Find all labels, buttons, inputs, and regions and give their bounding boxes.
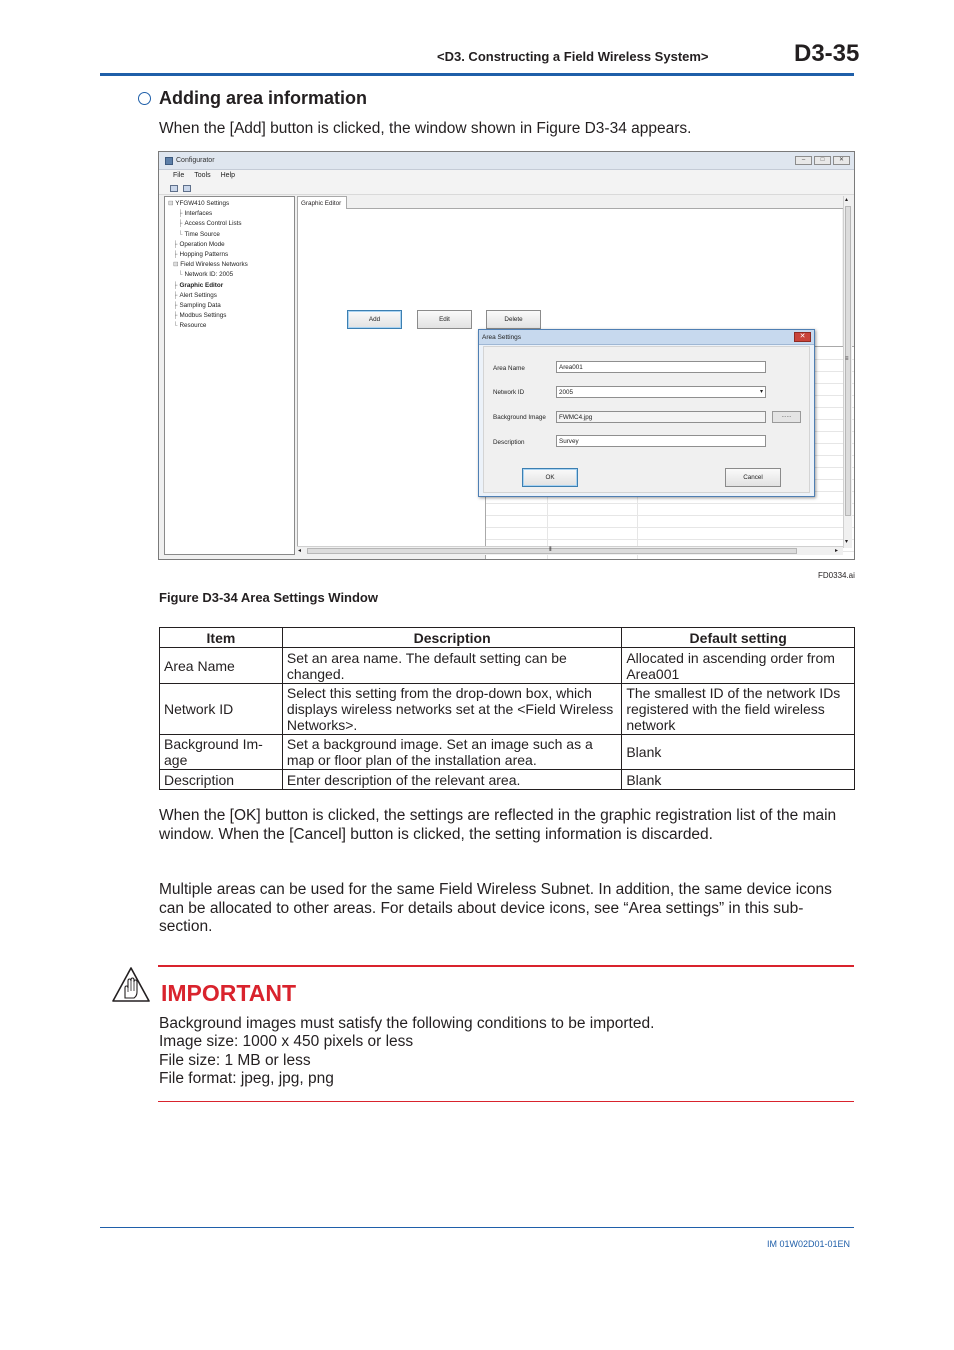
table-cell: Set a background image. Set an image such as a map or floor plan of the installation area. [282,735,621,770]
section-heading [138,88,367,109]
tree-connector-icon: ├ [173,291,178,299]
scroll-up-icon[interactable]: ▴ [845,197,849,203]
tree-item[interactable] [168,219,291,229]
header-rule [100,73,854,76]
section-intro: When the [Add] button is clicked, the window shown in Figure D3-34 appears. [159,120,692,137]
table-header-description: Description [282,628,621,648]
table-row [160,684,855,735]
graphic-editor-canvas [297,209,842,546]
horizontal-grip-icon: ⫴ [549,547,552,553]
page-number: D3-35 [794,40,860,67]
tree-connector-icon: └ [173,322,178,330]
edit-button[interactable]: Edit [417,310,472,329]
tree-item-label: Time Source [184,230,220,238]
background-image-field[interactable]: FWMC4.jpg [556,411,766,423]
close-window-button[interactable]: ✕ [833,156,850,165]
ok-button[interactable]: OK [522,468,578,487]
dialog-title [479,330,814,345]
app-icon [165,157,173,165]
area-name-field[interactable]: Area001 [556,361,766,373]
window-titlebar [159,152,854,170]
tree-item-label: Resource [179,322,207,330]
load-icon[interactable] [170,185,178,192]
description-field[interactable]: Survey [556,435,766,447]
table-cell: Area Name [160,648,283,684]
tree-connector-icon: ⊟ [168,200,174,207]
minimize-button[interactable]: – [795,156,812,165]
section-circle-icon [138,92,151,105]
tree-item-label: Access Control Lists [184,220,242,228]
table-cell: The smallest ID of the network IDs registered with the field wireless network [622,684,855,735]
dialog-body [483,346,810,493]
important-bottom-rule [158,1101,854,1102]
window-title: Configurator [176,157,215,164]
save-icon[interactable] [183,185,191,192]
tree-item-label: YFGW410 Settings [175,200,230,207]
tree-item[interactable] [168,230,291,240]
multiple-areas-paragraph: Multiple areas can be used for the same Field Wireless Subnet. In addition, the same device icons can be allocated to other areas. For details about device icons, see “Area settings” in this sub-section. [159,881,832,935]
vertical-grip-icon: ≡ [845,356,849,362]
configurator-screenshot [158,151,855,560]
table-cell: Allocated in ascending order from Area001 [622,648,855,684]
table-cell: Set an area name. The default setting can be changed. [282,648,621,684]
horizontal-scroll-thumb[interactable] [307,548,797,554]
ok-cancel-paragraph: When the [OK] button is clicked, the settings are reflected in the graphic registration list of the main window. When the [Cancel] button is clicked, the setting information is discarded. [159,807,837,843]
network-id-label: Network ID [493,389,525,396]
horizontal-scrollbar[interactable] [297,546,843,555]
important-hand-icon [111,966,151,1009]
tab-graphic-editor[interactable]: Graphic Editor [297,196,347,209]
tree-item[interactable] [168,301,291,311]
menu-bar [159,170,854,182]
table-cell: Blank [622,735,855,770]
important-title: IMPORTANT [161,980,297,1006]
add-button[interactable]: Add [347,310,402,329]
area-settings-table [159,627,855,790]
tree-item-label: Network ID: 2005 [184,271,234,279]
scroll-right-icon[interactable]: ▸ [835,548,839,554]
menu-tools[interactable]: Tools [194,172,211,179]
tree-item-label: Graphic Editor [179,281,224,289]
tree-item[interactable] [168,260,291,270]
menu-help[interactable]: Help [220,172,236,179]
description-label: Description [493,439,525,446]
figure-code: FD0334.ai [818,571,855,580]
dialog-close-icon[interactable]: ✕ [794,332,811,342]
important-line: Image size: 1000 x 450 pixels or less [159,1033,414,1050]
table-row [160,648,855,684]
table-cell: Enter description of the relevant area. [282,770,621,790]
area-settings-dialog [478,329,815,497]
tree-item[interactable] [168,311,291,321]
section-title: Adding area information [159,88,368,108]
tree-item-label: Modbus Settings [179,312,227,320]
tree-item[interactable] [168,281,291,291]
chapter-header: <D3. Constructing a Field Wireless System> [437,49,709,64]
document-id: IM 01W02D01-01EN [767,1239,851,1249]
tree-item-label: Alert Settings [179,291,217,299]
network-id-select[interactable] [556,386,766,398]
table-cell: Background Im-age [160,735,283,770]
maximize-button[interactable]: □ [814,156,831,165]
table-header-default: Default setting [622,628,855,648]
important-line: File size: 1 MB or less [159,1052,311,1069]
table-cell: Select this setting from the drop-down box, which displays wireless networks set at the <Field Wireless Networks>. [282,684,621,735]
figure-caption: Figure D3-34 Area Settings Window [159,590,378,605]
browse-button[interactable]: ...... [772,411,801,423]
table-row [160,770,855,790]
tree-connector-icon: ├ [178,220,183,228]
menu-file[interactable]: File [173,172,185,179]
delete-button[interactable]: Delete [486,310,541,329]
tree-item[interactable] [168,240,291,250]
tree-connector-icon: ├ [173,302,178,310]
table-cell: Blank [622,770,855,790]
tree-item-label: Sampling Data [179,302,221,310]
cancel-button[interactable]: Cancel [725,468,781,487]
tree-item-label: Hopping Patterns [179,251,229,259]
table-cell: Description [160,770,283,790]
dialog-title-text: Area Settings [482,334,522,341]
important-top-rule [158,965,854,967]
footer-rule [100,1227,854,1228]
chevron-down-icon[interactable]: ▾ [759,389,763,395]
important-line: File format: jpeg, jpg, png [159,1070,334,1087]
tree-connector-icon: ├ [173,251,178,259]
table-cell: Network ID [160,684,283,735]
tree-connector-icon: └ [178,271,183,279]
tree-item-label: Field Wireless Networks [180,261,248,269]
scroll-down-icon[interactable]: ▾ [845,539,849,545]
important-line: Background images must satisfy the following conditions to be imported. [159,1015,655,1032]
background-image-label: Background Image [493,414,546,421]
tree-item[interactable] [168,250,291,260]
tree-connector-icon: ⊟ [173,261,179,269]
vertical-scrollbar[interactable] [843,196,852,548]
tree-item-label: Interfaces [184,210,213,218]
network-id-value: 2005 [559,389,574,396]
table-row [160,735,855,770]
area-name-label: Area Name [493,365,525,372]
tree-item[interactable] [168,270,291,280]
tree-connector-icon: ├ [173,281,178,289]
tree-item[interactable] [168,209,291,219]
toolbar [159,182,854,195]
tree-connector-icon: └ [178,230,183,238]
settings-tree [164,196,295,555]
table-header-item: Item [160,628,283,648]
tree-connector-icon: ├ [178,210,183,218]
tree-item[interactable] [168,291,291,301]
tree-item[interactable] [168,199,291,209]
tree-item-label: Operation Mode [179,240,225,248]
scroll-left-icon[interactable]: ◂ [298,548,302,554]
tree-connector-icon: ├ [173,240,178,248]
tab-strip [297,196,850,209]
tree-item[interactable] [168,321,291,331]
tree-connector-icon: ├ [173,312,178,320]
